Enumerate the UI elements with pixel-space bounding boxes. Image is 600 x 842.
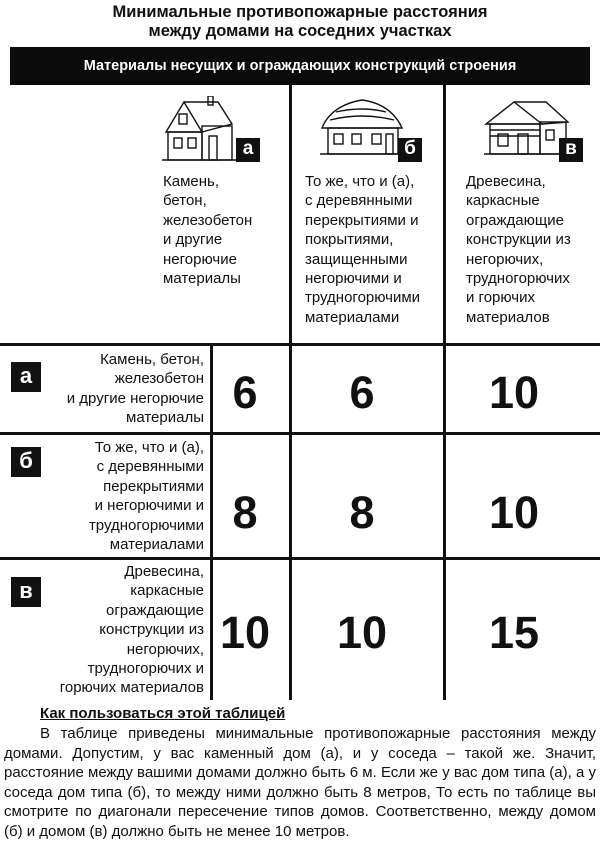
row-desc-line: горючих материалов xyxy=(59,679,204,697)
row-desc-a xyxy=(67,350,204,428)
column-desc-line: конструкции из xyxy=(466,231,571,249)
distance-value-c-a: 10 xyxy=(219,607,271,658)
row-desc-line: каркасные xyxy=(130,582,204,600)
row-desc-line: Древесина, xyxy=(124,563,204,580)
column-desc-line: Камень, xyxy=(163,173,220,190)
row-badge-b: б xyxy=(11,447,41,477)
column-badge-a: а xyxy=(236,138,260,162)
distance-value-b-c: 10 xyxy=(488,487,540,538)
column-desc-line: ограждающие xyxy=(466,211,564,229)
column-desc-a xyxy=(163,172,252,288)
row-desc-line: трудногорючими xyxy=(88,516,204,534)
house-wooden-icon xyxy=(484,98,570,160)
row-desc-c xyxy=(60,562,204,698)
distance-value-a-b: 6 xyxy=(349,367,375,418)
header-bar: Материалы несущих и ограждающих конструкций строения xyxy=(10,47,590,85)
house-stone-icon xyxy=(162,96,240,164)
how-to-title: Как пользоваться этой таблицей xyxy=(40,705,286,722)
column-desc-line: материалов xyxy=(466,308,550,326)
column-desc-line: трудногорючих xyxy=(466,270,570,288)
column-desc-line: трудногорючими xyxy=(305,289,421,307)
distance-value-b-b: 8 xyxy=(349,487,375,538)
row-badge-a: а xyxy=(11,362,41,392)
column-desc-line: железобетон xyxy=(163,211,253,229)
column-desc-line: негорючими и xyxy=(305,270,402,288)
row-badge-c: в xyxy=(11,577,41,607)
row-desc-line: ограждающие xyxy=(106,601,204,619)
distance-value-a-a: 6 xyxy=(232,367,258,418)
header-divider xyxy=(0,343,600,346)
column-badge-b: б xyxy=(398,138,422,162)
page-title xyxy=(0,3,600,41)
column-desc-line: и горючих xyxy=(466,289,535,307)
column-desc-line: каркасные xyxy=(466,192,540,210)
column-desc-line: перекрытиями и xyxy=(305,211,419,229)
column-desc-line: покрытиями, xyxy=(305,231,394,249)
row-desc-line: То же, что и (а), xyxy=(94,439,204,456)
row-desc-line: и другие негорючие xyxy=(66,389,204,407)
title-line-2: между домами на соседних участках xyxy=(148,22,452,40)
row-desc-line: железобетон xyxy=(114,370,204,388)
row-desc-line: Камень, бетон, xyxy=(100,351,204,368)
column-desc-line: материалами xyxy=(305,308,400,326)
house-timber-icon xyxy=(320,98,404,160)
row-desc-line: материалами xyxy=(109,536,204,554)
column-badge-c: в xyxy=(559,138,583,162)
column-desc-c xyxy=(466,172,571,327)
column-desc-line: негорючих, xyxy=(466,250,544,268)
title-line-1: Минимальные противопожарные расстояния xyxy=(112,3,488,21)
distance-value-a-c: 10 xyxy=(488,367,540,418)
row-desc-line: материалы xyxy=(126,409,204,427)
column-desc-b xyxy=(305,172,420,327)
row-desc-line: конструкции из xyxy=(99,621,204,639)
row-desc-line: с деревянными xyxy=(96,458,204,476)
row-desc-line: перекрытиями xyxy=(103,477,204,495)
distance-value-c-c: 15 xyxy=(488,607,540,658)
column-desc-line: материалы xyxy=(163,270,241,288)
distance-value-c-b: 10 xyxy=(336,607,388,658)
row-desc-line: и негорючими и xyxy=(94,497,204,515)
column-desc-line: То же, что и (а), xyxy=(305,173,415,190)
how-to-text: В таблице приведены минимальные противопожарные расстояния между домами. Допустим, у вас каменный дом (а), и у соседа – такой же. Значит, расстояние между вашими домами должно быть 6 м. Если же у вас дом типа (а), а у соседа дом типа (б), то между ними должно быть 8 метров, То есть по таблице вы смотрите по диагонали пересечение типов домов. Соответственно, между домом (б) и домом (в) должно быть не менее 10 метров. xyxy=(4,725,596,840)
row-desc-line: трудногорючих и xyxy=(87,660,204,678)
row-divider-1 xyxy=(0,432,600,435)
column-desc-line: бетон, xyxy=(163,192,207,210)
column-desc-line: Древесина, xyxy=(466,173,546,190)
row-divider-2 xyxy=(0,557,600,560)
column-desc-line: негорючие xyxy=(163,250,237,268)
column-divider-2 xyxy=(443,85,446,700)
column-desc-line: защищенными xyxy=(305,250,408,268)
column-desc-line: с деревянными xyxy=(305,192,413,210)
distance-value-b-a: 8 xyxy=(232,487,258,538)
column-desc-line: и другие xyxy=(163,231,223,249)
row-desc-b xyxy=(89,438,204,554)
row-desc-line: негорючих, xyxy=(126,640,204,658)
